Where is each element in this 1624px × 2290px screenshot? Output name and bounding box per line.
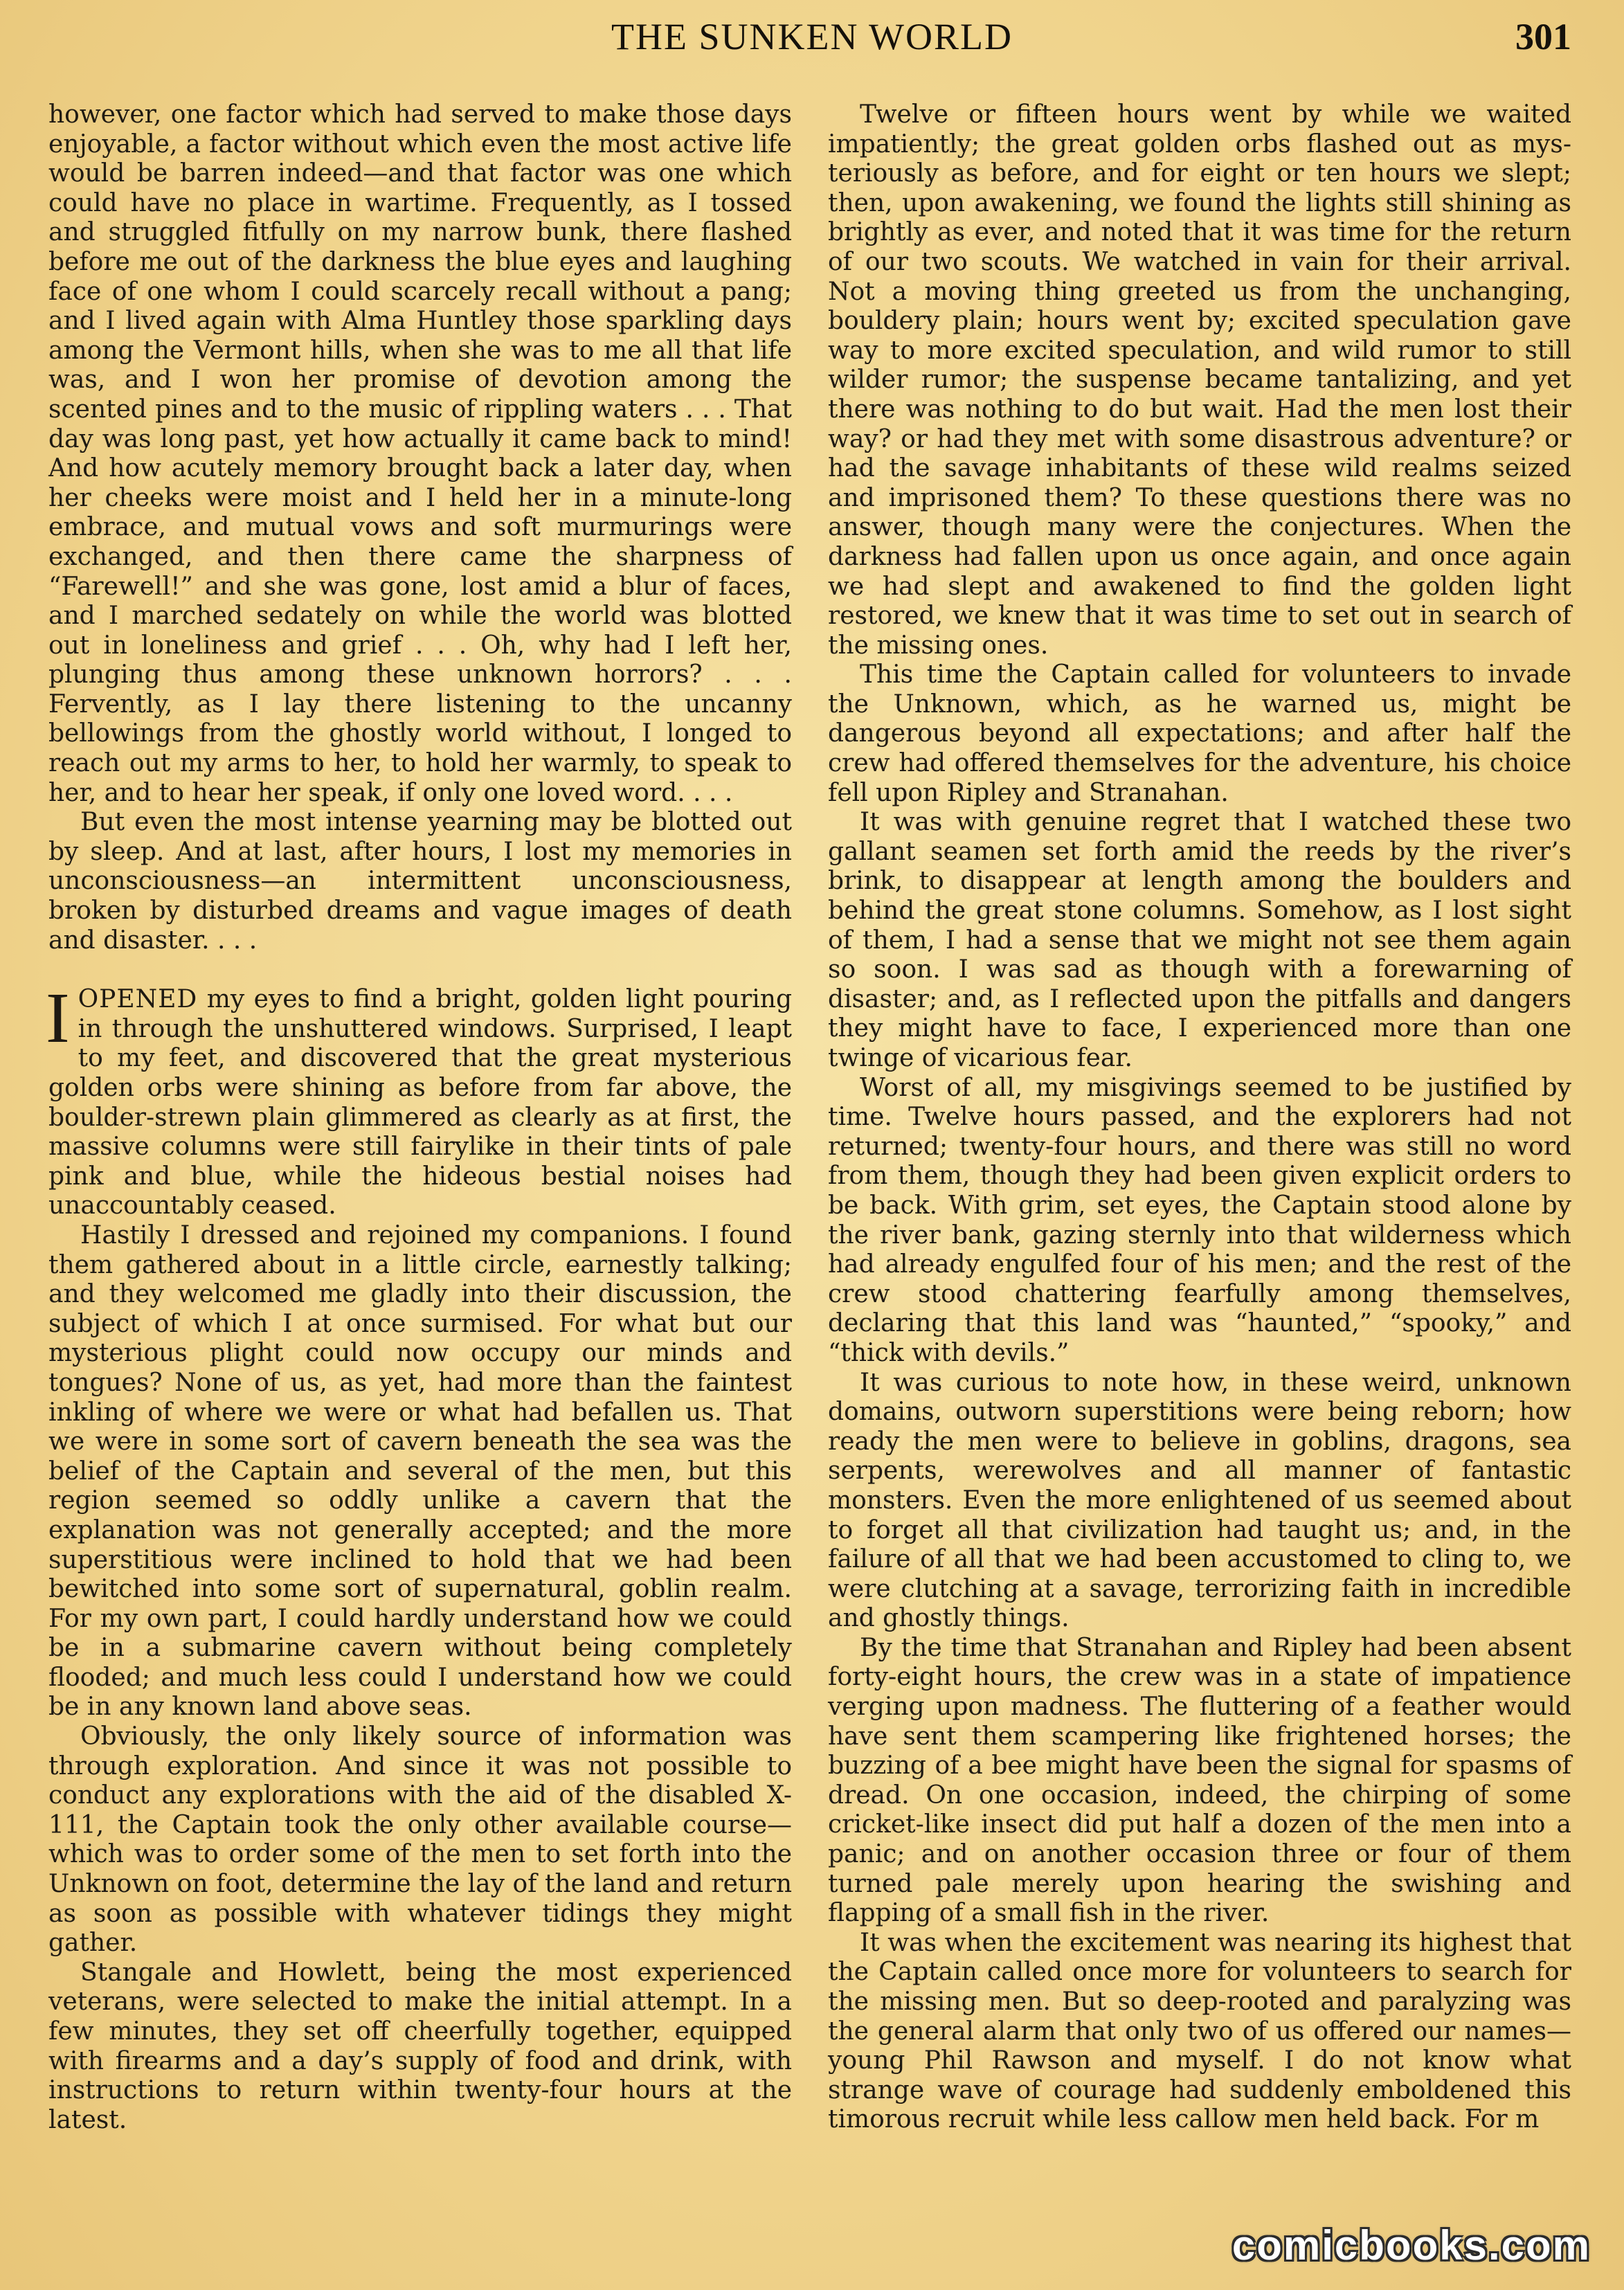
paragraph: It was when the excitement was nearing its highest that the Captain called once more for volunteers to search for the missing men. But so deep-rooted and paralyzing was the general alarm that only two of us offered our names—young Phil Rawson and myself. I do not know what strange wave of courage had suddenly emboldened this timorous recruit while less callow men held back. For m <box>828 1928 1571 2134</box>
paragraph: Obviously, the only likely source of information was through exploration. And since it was not possible to conduct any explorations with the aid of the disabled X-111, the Captain took the only other available course—which was to order some of the men to set forth into the Unknown on foot, determine the lay of the land and return as soon as possible with whatever tidings they might gather. <box>48 1722 792 1958</box>
running-head <box>48 15 1576 78</box>
paragraph: Worst of all, my misgivings seemed to be justified by time. Twelve hours passed, and the explorers had not returned; twenty-four hours, and there was still no word from them, though they had been given explicit orders to be back. With grim, set eyes, the Captain stood alone by the river bank, gazing sternly into that wilderness which had already engulfed four of his men; and the rest of the crew stood chattering fearfully among themselves, declaring that this land was “haunted,” “spooky,” and “thick with devils.” <box>828 1073 1571 1367</box>
lead-word: OPENED <box>78 985 198 1014</box>
paragraph: Stangale and Howlett, being the most experienced veterans, were selected to make the initial attempt. In a few minutes, they set off cheerfully together, equipped with firearms and a day’s supply of food and drink, with instructions to return within twenty-four hours at the latest. <box>48 1958 792 2134</box>
paragraph: Hastily I dressed and rejoined my companions. I found them gathered about in a little circle, earnestly talking; and they welcomed me gladly into their discussion, the subject of which I at once surmised. For what but our mysterious plight could now occupy our minds and tongues? None of us, as yet, had more than the faintest inkling of where we were or what had befallen us. That we were in some sort of cavern beneath the sea was the belief of the Captain and several of the men, but this region seemed so oddly unlike a cavern that the explanation was not generally accepted; and the more superstitious were inclined to hold that we had been bewitched into some sort of supernatural, goblin realm. For my own part, I could hardly understand how we could be in a submarine cavern without being completely flooded; and much less could I understand how we could be in any known land above seas. <box>48 1220 792 1722</box>
right-column <box>828 100 1571 2135</box>
section-opening-paragraph <box>46 978 792 1221</box>
paragraph: This time the Captain called for volunteers to invade the Unknown, which, as he warned us, might be dangerous beyond all expectations; and after half the crew had offered themselves for the adventure, his choice fell upon Ripley and Stranahan. <box>828 660 1571 807</box>
paragraph-text: my eyes to find a bright, golden light pouring in through the unshuttered windows. Surprised, I leapt to my feet, and discovered that the great mysterious golden orbs were shining as before from far above, the boulder-strewn plain glimmered as clearly as at first, the massive columns were still fairylike in their tints of pale pink and blue, while the hideous bestial noises had unaccountably ceased. <box>48 985 792 1220</box>
watermark: comicbooks.com <box>1231 2222 1591 2269</box>
paragraph: By the time that Stranahan and Ripley had been absent forty-eight hours, the crew was in a state of impatience verging upon madness. The fluttering of a feather would have sent them scampering like frightened horses; the buzzing of a bee might have been the signal for spasms of dread. On one occasion, indeed, the chirping of some cricket-like insect did put half a dozen of the men into a panic; and on another occasion three or four of them turned pale merely upon hearing the swishing and flapping of a small fish in the river. <box>828 1633 1571 1928</box>
paragraph: But even the most intense yearning may be blotted out by sleep. And at last, after hours, I lost my memories in unconsciousness—an intermittent unconsciousness, broken by disturbed dreams and vague images of death and disaster. . . . <box>48 808 792 955</box>
paragraph: It was with genuine regret that I watched these two gallant seamen set forth amid the reeds by the river’s brink, to disappear at length among the boulders and behind the great stone columns. Somehow, as I lost sight of them, I had a sense that we might not see them again so soon. I was sad as though with a forewarning of disaster; and, as I reflected upon the pitfalls and dangers they might have to face, I experienced more than one twinge of vicarious fear. <box>828 808 1571 1072</box>
paragraph: It was curious to note how, in these weird, unknown domains, outworn superstitions were being reborn; how ready the men were to believe in goblins, dragons, sea serpents, werewolves and all manner of fantastic monsters. Even the more enlightened of us seemed about to forget all that civilization had taught us; and, in the failure of all that we had been accustomed to cling to, we were clutching at a savage, terrorizing faith in incredible and ghostly things. <box>828 1368 1571 1633</box>
paragraph: Twelve or fifteen hours went by while we waited impatiently; the great golden orbs flashed out as mysteriously as before, and for eight or ten hours we slept; then, upon awakening, we found the lights still shining as brightly as ever, and noted that it was time for the return of our two scouts. We watched in vain for their arrival. Not a moving thing greeted us from the unchanging, bouldery plain; hours went by; excited speculation gave way to more excited speculation, and wild rumor to still wilder rumor; the suspense became tantalizing, and yet there was nothing to do but wait. Had the men lost their way? or had they met with some disastrous adventure? or had the savage inhabitants of these wild realms seized and imprisoned them? To these questions there was no answer, though many were the conjectures. When the darkness had fallen upon us once again, and once again we had slept and awakened to find the golden light restored, we knew that it was time to set out in search of the missing ones. <box>828 100 1571 660</box>
paragraph: however, one factor which had served to make those days enjoyable, a factor without which even the most active life would be barren indeed—and that factor was one which could have no place in wartime. Frequently, as I tossed and struggled fitfully on my narrow bunk, there flashed before me out of the darkness the blue eyes and laughing face of one whom I could scarcely recall without a pang; and I lived again with Alma Huntley those sparkling days among the Vermont hills, when she was to me all that life was, and I won her promise of devotion among the scented pines and to the music of rippling waters . . . That day was long past, yet how actually it came back to mind! And how acutely memory brought back a later day, when her cheeks were moist and I held her in a minute-long embrace, and mutual vows and soft murmurings were exchanged, and then there came the sharpness of “Farewell!” and she was gone, lost amid a blur of faces, and I marched sedately on while the world was blotted out in loneliness and grief . . . Oh, why had I left her, plunging thus among these unknown horrors? . . . Fervently, as I lay there listening to the uncanny bellowings from the ghostly world without, I longed to reach out my arms to her, to hold her warmly, to speak to her, and to hear her speak, if only one loved word. . . . <box>48 100 792 807</box>
drop-cap: I <box>46 978 70 1058</box>
running-title: THE SUNKEN WORLD <box>611 16 1013 57</box>
page-number: 301 <box>1515 16 1571 57</box>
left-column <box>48 100 792 2135</box>
